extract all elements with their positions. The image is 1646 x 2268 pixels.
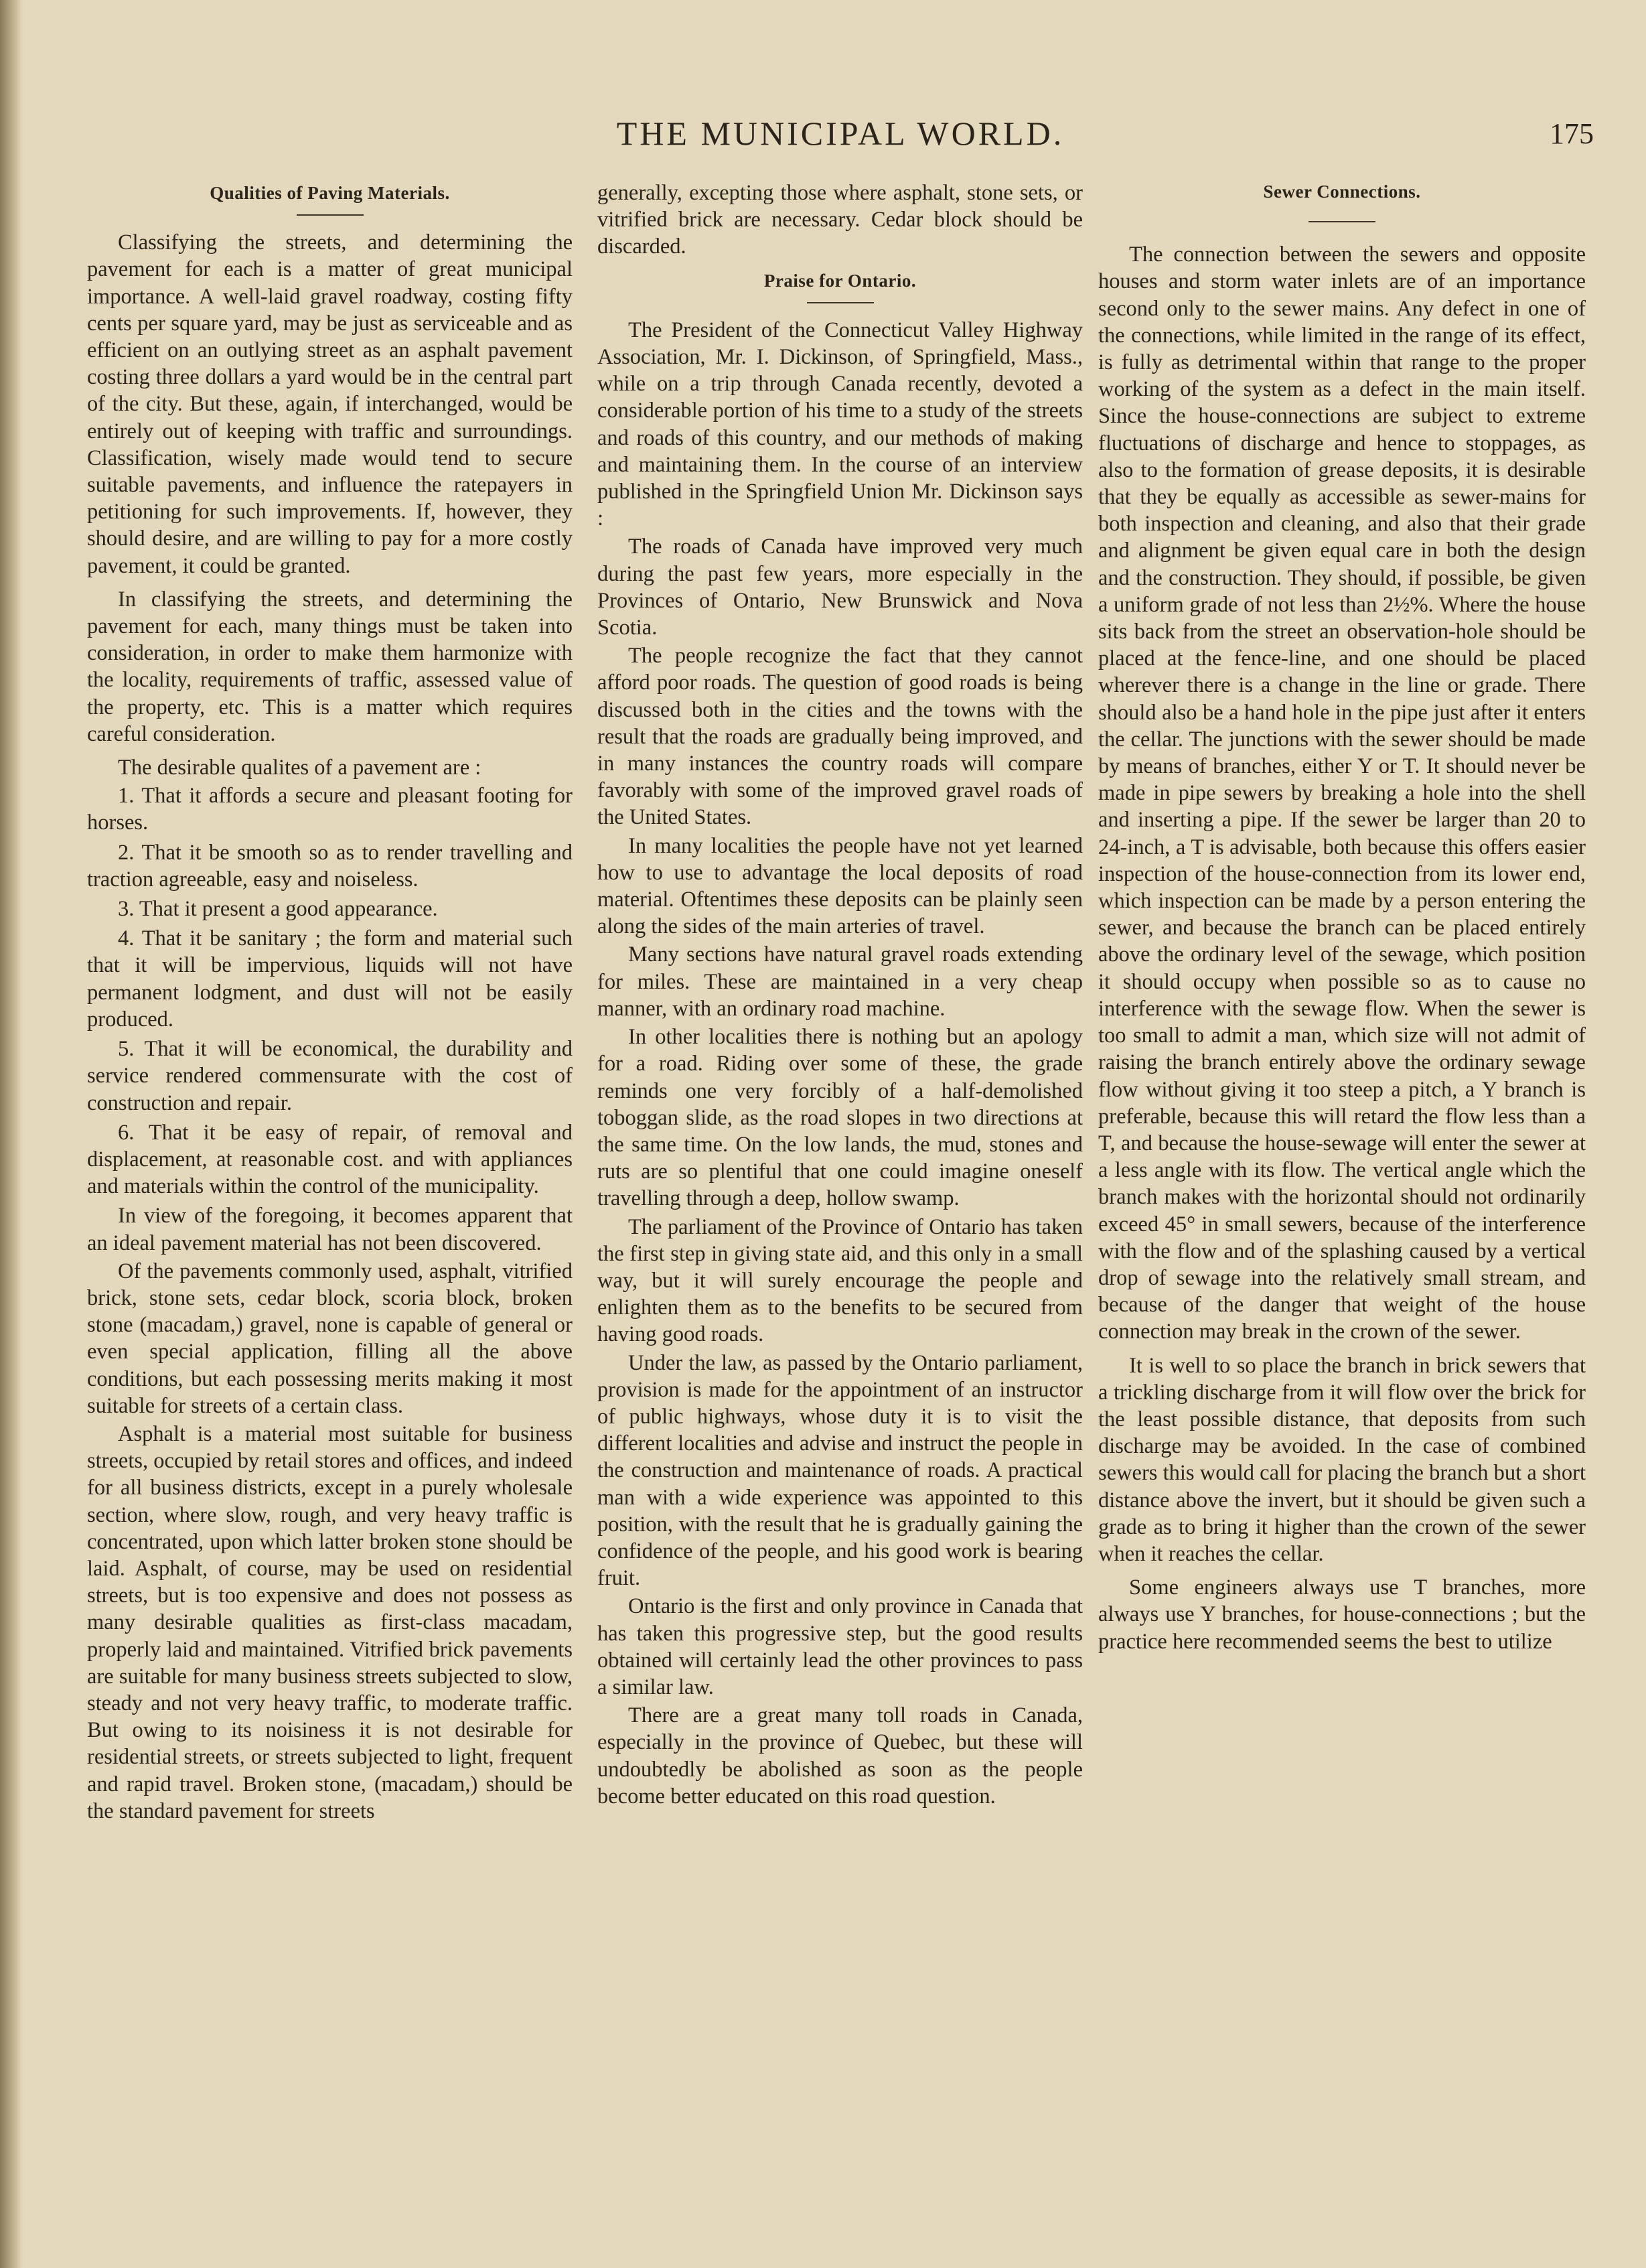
article-paragraph: Classifying the streets, and determining the pavement for each is a matter of great municipal importance. A well-laid gravel roadway, costing fifty cents per square yard, may be just as serviceable and as efficient on an outlying street as an asphalt pavement costing three dollars a yard would be in the central part of the city. But these, again, if interchanged, would be entirely out of keeping with traffic and surroundings. Classification, wisely made would tend to secure suitable pavements, and influence the ratepayers in petitioning for such improvements. If, however, they should desire, and are willing to pay for a more costly pavement, it could be granted. [87, 230, 573, 578]
article-paragraph: It is well to so place the branch in brick sewers that a trickling discharge from it will flow over the brick for the least possible distance, that deposits from such discharge may be avoided. In the case of combined sewers this would call for placing the branch but a short distance above the invert, but it should be given such a grade as to bring it higher than the crown of the sewer when it reaches the cellar. [1098, 1353, 1586, 1566]
list-item: 5. That it will be economical, the durability and service rendered commensurate with the cost of construction and repair. [87, 1037, 573, 1115]
list-item: 2. That it be smooth so as to render travelling and traction agreeable, easy and noiseless. [87, 840, 573, 892]
article-paragraph: Some engineers always use T branches, more always use Y branches, for house-connections ; but the practice here recommended seems the best to utilize [1098, 1575, 1586, 1654]
title-divider [1308, 221, 1375, 222]
article-paragraph: The connection between the sewers and opposite houses and storm water inlets are of an importance second only to the sewer mains. Any defect in one of the connections, while limited in the range of its effect, is fully as detrimental within that range to the proper working of the system as a defect in the main itself. Since the house-connections are subject to extreme fluctuations of discharge and hence to stoppages, as also to the formation of grease deposits, it is desirable that they be equally as accessible as sewer-mains for both inspection and cleaning, and also that their grade and alignment be given equal care in both the design and the construction. They should, if possible, be given a uniform grade of not less than 2½%. Where the house sits back from the street an observation-hole should be placed at the fence-line, and one should be placed wherever there is a change in the line or grade. There should also be a hand hole in the pipe just after it enters the cellar. The junctions with the sewer should be made by means of branches, either Y or T. It should never be made in pipe sewers by breaking a hole into the shell and inserting a pipe. If the sewer be larger than 20 to 24-inch, a T is advisable, both because this offers easier inspection of the house-connection from its lower end, which inspection can be made by a person entering the sewer, and because the branch can be placed entirely above the ordinary level of the sewage, which position it should occupy when possible so as to cause no interference with the sewage flow. When the sewer is too small to admit a man, which size will not admit of raising the branch entirely above the ordinary sewage flow without giving it too steep a pitch, a Y branch is preferable, because this will retard the flow less than a T, and because the house-sewage will enter the sewer at a less angle with its flow. The vertical angle which the branch makes with the horizontal should not ordinarily exceed 45° in small sewers, because of the interference with the flow and of the splashing caused by a vertical drop of sewage into the relatively small stream, and because of the danger that weight of the house connection may break in the crown of the sewer. [1098, 242, 1586, 1344]
article-paragraph: Asphalt is a material most suitable for business streets, occupied by retail stores and offices, and indeed for all business districts, except in a purely wholesale section, where slow, rough, and very heavy traffic is concentrated, upon which latter broken stone should be laid. Asphalt, of course, may be used on residential streets, but is too expensive and does not possess as many desirable qualities as first-class macadam, properly laid and maintained. Vitrified brick pavements are suitable for many business streets subjected to slow, steady and not very heavy traffic, to moderate traffic. But owing to its noisiness it is not desirable for residential streets, or streets subjected to light, frequent and rapid travel. Broken stone, (macadam,) should be the standard pavement for streets [87, 1421, 573, 1823]
list-item: 1. That it affords a secure and pleasant footing for horses. [87, 784, 573, 835]
continued-paragraph: generally, excepting those where asphalt, stone sets, or vitrified brick are necessary. Cedar block should be discarded. [597, 181, 1083, 259]
article-paragraph: The President of the Connecticut Valley Highway Association, Mr. I. Dickinson, of Springfield, Mass., while on a trip through Canada recently, devoted a considerable portion of his time to a study of the streets and roads of this country, and our methods of making and maintaining them. In the course of an interview published in the Springfield Union Mr. Dickinson says : [597, 317, 1083, 531]
title-divider [807, 302, 874, 303]
article-paragraph: In view of the foregoing, it becomes apparent that an ideal pavement material has not been discovered. [87, 1204, 573, 1255]
article-paragraph: In classifying the streets, and determining the pavement for each, many things must be taken into consideration, in order to make them harmonize with the locality, requirements of traffic, assessed value of the property, etc. This is a matter which requires careful consideration. [87, 587, 573, 746]
article-paragraph: Ontario is the first and only province in Canada that has taken this progressive step, but the good results obtained will certainly lead the other provinces to pass a similar law. [597, 1594, 1083, 1699]
title-divider [297, 214, 364, 216]
page-header [87, 114, 1594, 174]
list-item: 6. That it be easy of repair, of removal and displacement, at reasonable cost. and with appliances and materials within the control of the municipality. [87, 1120, 573, 1199]
article-paragraph: The desirable qualites of a pavement are : [118, 756, 481, 780]
article-paragraph: The roads of Canada have improved very much during the past few years, more especially in the Provinces of Ontario, New Brunswick and Nova Scotia. [597, 535, 1083, 640]
article-paragraph: Of the pavements commonly used, asphalt, vitrified brick, stone sets, cedar block, scoria block, broken stone (macadam,) gravel, none is capable of general or even special application, filling all the above conditions, but each possessing merits making it most suitable for streets of a certain class. [87, 1259, 573, 1418]
column-1 [87, 175, 573, 1826]
article-paragraph: In many localities the people have not yet learned how to use to advantage the local deposits of road material. Oftentimes these deposits can be plainly seen along the sides of the main arteries of travel. [597, 833, 1083, 939]
article-title-paving: Qualities of Paving Materials. [210, 183, 450, 203]
column-2 [597, 180, 1083, 1811]
masthead-title: THE MUNICIPAL WORLD. [616, 115, 1065, 152]
article-paragraph: In other localities there is nothing but an apology for a road. Riding over some of these, the grade reminds one very forcibly of a half-demolished toboggan slide, as the road slopes in two directions at the same time. On the low lands, the mud, stones and ruts are so plentiful that one could imagine oneself travelling through a deep, hollow swamp. [597, 1025, 1083, 1211]
column-3 [1098, 174, 1586, 1662]
list-item: 3. That it present a good appearance. [118, 897, 438, 922]
article-paragraph: Under the law, as passed by the Ontario parliament, provision is made for the appointment of an instructor of public highways, whose duty it is to visit the different localities and advise and instruct the people in the construction and maintenance of roads. A practical man with a wide experience was appointed to this position, with the result that he is gradually gaining the confidence of the people, and his good work is bearing fruit. [597, 1350, 1083, 1591]
article-paragraph: The parliament of the Province of Ontario has taken the first step in giving state aid, and this only in a small way, but it will surely encourage the people and enlighten them as to the benefits to be secured from having good roads. [597, 1214, 1083, 1347]
article-paragraph: There are a great many toll roads in Canada, especially in the province of Quebec, but these will undoubtedly be abolished as soon as the people become better educated on this road question. [597, 1703, 1083, 1809]
list-item: 4. That it be sanitary ; the form and material such that it will be impervious, liquids will not have permanent lodgment, and dust will not be easily produced. [87, 926, 573, 1032]
article-title-sewer: Sewer Connections. [1263, 182, 1421, 202]
article-title-ontario: Praise for Ontario. [763, 270, 917, 291]
article-paragraph: Many sections have natural gravel roads extending for miles. These are maintained in a very cheap manner, with an ordinary road machine. [597, 942, 1083, 1021]
book-spine-shadow [0, 0, 23, 2268]
page-number: 175 [1550, 117, 1594, 150]
newspaper-page [87, 100, 1594, 2244]
article-paragraph: The people recognize the fact that they cannot afford poor roads. The question of good roads is being discussed both in the cities and the towns with the result that the roads are gradually being improved, and in many instances the country roads will compare favorably with some of the improved gravel roads of the United States. [597, 644, 1083, 830]
